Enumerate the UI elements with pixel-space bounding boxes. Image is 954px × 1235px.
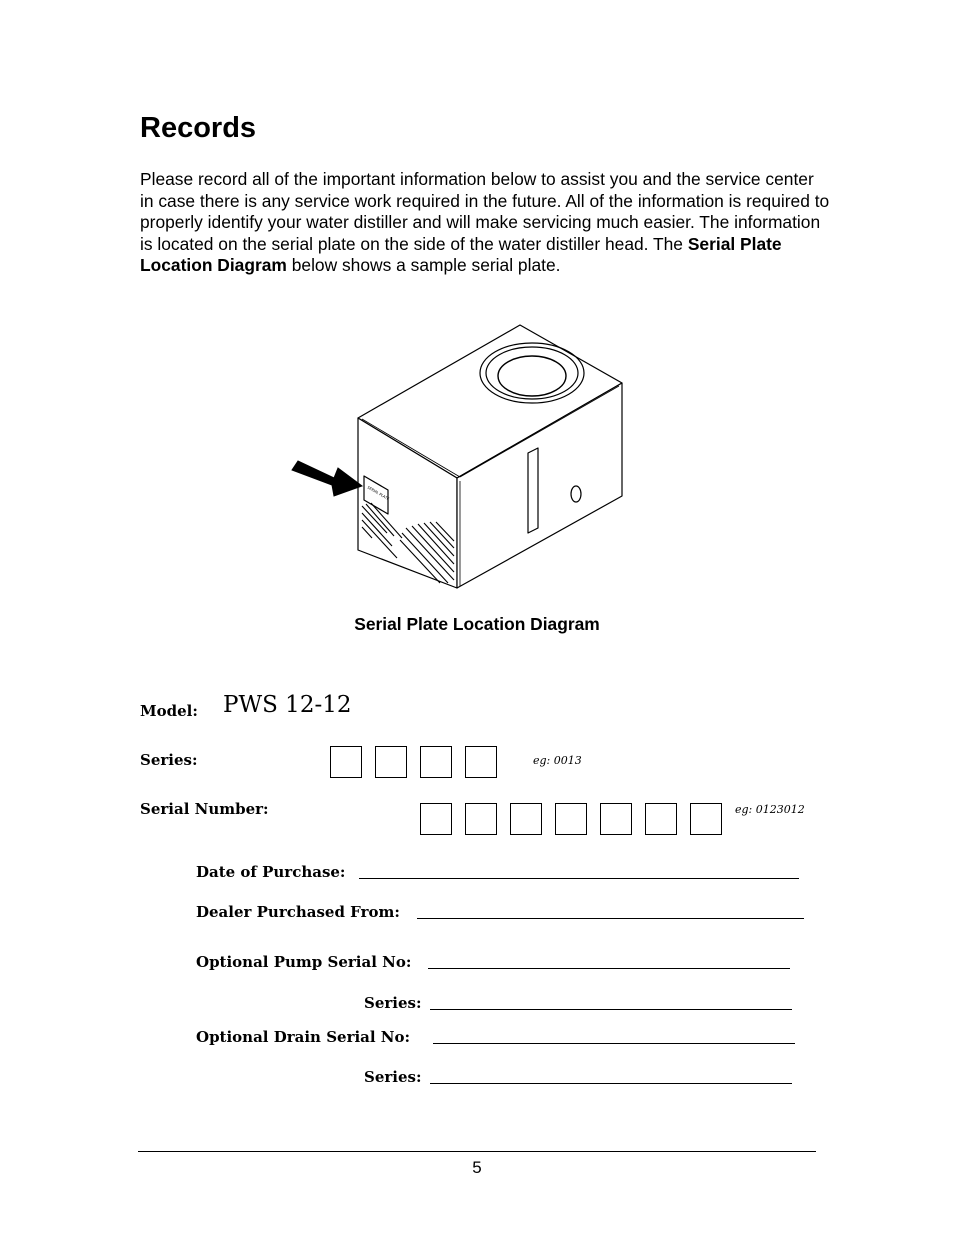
serial-digit-box-2[interactable]: [465, 803, 497, 835]
pump-serial-field[interactable]: [428, 968, 790, 969]
date-of-purchase-field[interactable]: [359, 878, 799, 879]
series-digit-box-2[interactable]: [375, 746, 407, 778]
series-digit-box-4[interactable]: [465, 746, 497, 778]
model-value: PWS 12-12: [223, 692, 352, 718]
serial-digit-box-5[interactable]: [600, 803, 632, 835]
pump-serial-label: Optional Pump Serial No:: [196, 953, 412, 971]
page-title: Records: [140, 112, 257, 144]
footer-rule: [138, 1151, 816, 1152]
dealer-field[interactable]: [417, 918, 804, 919]
serial-digit-box-4[interactable]: [555, 803, 587, 835]
serial-digit-box-3[interactable]: [510, 803, 542, 835]
drain-series-label: Series:: [364, 1068, 422, 1086]
serial-plate-label: SERIAL PLATE: [366, 485, 390, 502]
model-label: Model:: [140, 702, 198, 720]
intro-diagram-reference: Serial Plate Location Diagram: [140, 233, 782, 275]
pump-series-label: Series:: [364, 994, 422, 1012]
series-example: eg: 0013: [533, 754, 582, 767]
serial-digit-box-7[interactable]: [690, 803, 722, 835]
serial-number-label: Serial Number:: [140, 800, 269, 818]
diagram-caption: Serial Plate Location Diagram: [354, 614, 600, 634]
intro-paragraph: [140, 169, 830, 277]
drain-serial-field[interactable]: [433, 1043, 795, 1044]
series-label: Series:: [140, 751, 198, 769]
pump-series-field[interactable]: [430, 1009, 792, 1010]
distiller-illustration: [282, 318, 627, 593]
serial-digit-box-6[interactable]: [645, 803, 677, 835]
serial-number-example: eg: 0123012: [735, 803, 805, 816]
serial-digit-box-1[interactable]: [420, 803, 452, 835]
date-of-purchase-label: Date of Purchase:: [196, 863, 346, 881]
arrow-icon: [292, 461, 362, 496]
drain-serial-label: Optional Drain Serial No:: [196, 1028, 411, 1046]
dealer-label: Dealer Purchased From:: [196, 903, 400, 921]
drain-series-field[interactable]: [430, 1083, 792, 1084]
page-number: 5: [472, 1158, 482, 1177]
intro-text-start: Please record all of the important information below to assist you and the service center in case there is any service work required in the future. All of the information is required to properly identify your water distiller and will make servicing much easier. The information is located on the serial plate on the side of the water distiller head. The: [140, 169, 830, 254]
series-digit-box-1[interactable]: [330, 746, 362, 778]
series-digit-box-3[interactable]: [420, 746, 452, 778]
intro-text-end: below shows a sample serial plate.: [286, 255, 561, 275]
